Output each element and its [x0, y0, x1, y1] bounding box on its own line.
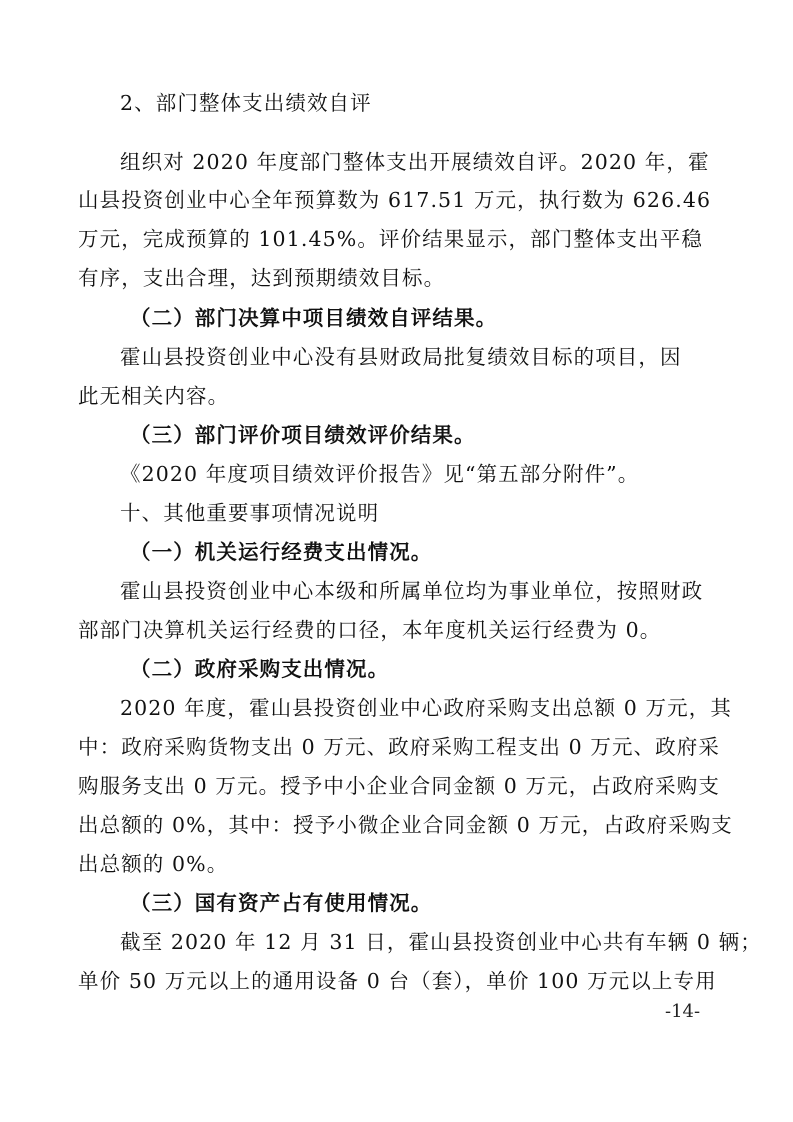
text-line: 部部门决算机关运行经费的口径，本年度机关运行经费为 0。: [78, 618, 662, 642]
text-line: 山县投资创业中心全年预算数为 617.51 万元，执行数为 626.46: [78, 188, 712, 212]
section-heading: （三）部门评价项目绩效评价结果。: [130, 423, 476, 447]
text-line: 万元，完成预算的 101.45%。评价结果显示，部门整体支出平稳: [78, 227, 703, 251]
text-line: 《2020 年度项目绩效评价报告》见“第五部分附件”。: [120, 462, 640, 486]
text-line: 出总额的 0%，其中：授予小微企业合同金额 0 万元，占政府采购支: [78, 813, 733, 837]
text-line: 单价 50 万元以上的通用设备 0 台（套），单价 100 万元以上专用: [78, 969, 717, 993]
text-line: 此无相关内容。: [78, 384, 230, 408]
text-line: 截至 2020 年 12 月 31 日，霍山县投资创业中心共有车辆 0 辆；: [120, 930, 762, 954]
text-line: 出总额的 0%。: [78, 852, 229, 876]
text-line: 购服务支出 0 万元。授予中小企业合同金额 0 万元，占政府采购支: [78, 774, 720, 798]
page-number: -14-: [665, 1001, 701, 1022]
section-heading: （二）政府采购支出情况。: [130, 657, 390, 681]
text-line: 2020 年度，霍山县投资创业中心政府采购支出总额 0 万元，其: [120, 696, 732, 720]
section-heading: （三）国有资产占有使用情况。: [130, 891, 433, 915]
text-line: 有序，支出合理，达到预期绩效目标。: [78, 266, 446, 290]
text-line: 霍山县投资创业中心没有县财政局批复绩效目标的项目，因: [120, 345, 682, 369]
section-heading: （一）机关运行经费支出情况。: [130, 540, 433, 564]
section-heading: （二）部门决算中项目绩效自评结果。: [130, 306, 498, 330]
text-line: 霍山县投资创业中心本级和所属单位均为事业单位，按照财政: [120, 579, 704, 603]
text-line: 2、部门整体支出绩效自评: [120, 91, 372, 115]
text-line: 中：政府采购货物支出 0 万元、政府采购工程支出 0 万元、政府采: [78, 735, 720, 759]
text-line: 十、其他重要事项情况说明: [120, 501, 380, 525]
text-line: 组织对 2020 年度部门整体支出开展绩效自评。2020 年，霍: [120, 150, 710, 174]
